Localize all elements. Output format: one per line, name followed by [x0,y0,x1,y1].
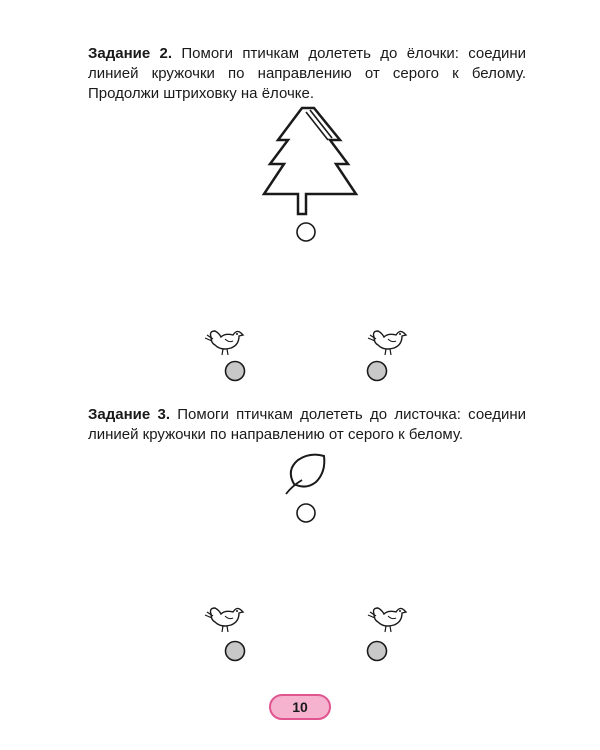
bird-icon [366,600,408,634]
task-3-grey-dot-right[interactable] [366,640,388,662]
task-2-text [88,44,526,104]
task-3-body: Помоги птичкам долететь до листочка: соедини линией кружочки по направлению от серого к белому. [88,406,526,443]
bird-icon [366,323,408,357]
task-3-white-dot[interactable] [296,503,316,523]
page-number-badge: 10 [269,694,331,720]
fir-tree-icon [262,104,358,216]
task-3-heading: Задание 3. [88,406,170,423]
task-2-body: Помоги птичкам долететь до ёлочки: соедини линией кружочки по направлению от серого к белому. Продолжи штриховку на ёлочке. [88,45,527,102]
bird-icon [203,323,245,357]
task-2-grey-dot-right[interactable] [366,360,388,382]
task-3-text [88,405,526,445]
task-3-grey-dot-left[interactable] [224,640,246,662]
task-2-white-dot[interactable] [296,222,316,242]
bird-icon [203,600,245,634]
task-2-heading: Задание 2. [88,45,173,62]
leaf-icon [280,452,330,498]
task-2-grey-dot-left[interactable] [224,360,246,382]
